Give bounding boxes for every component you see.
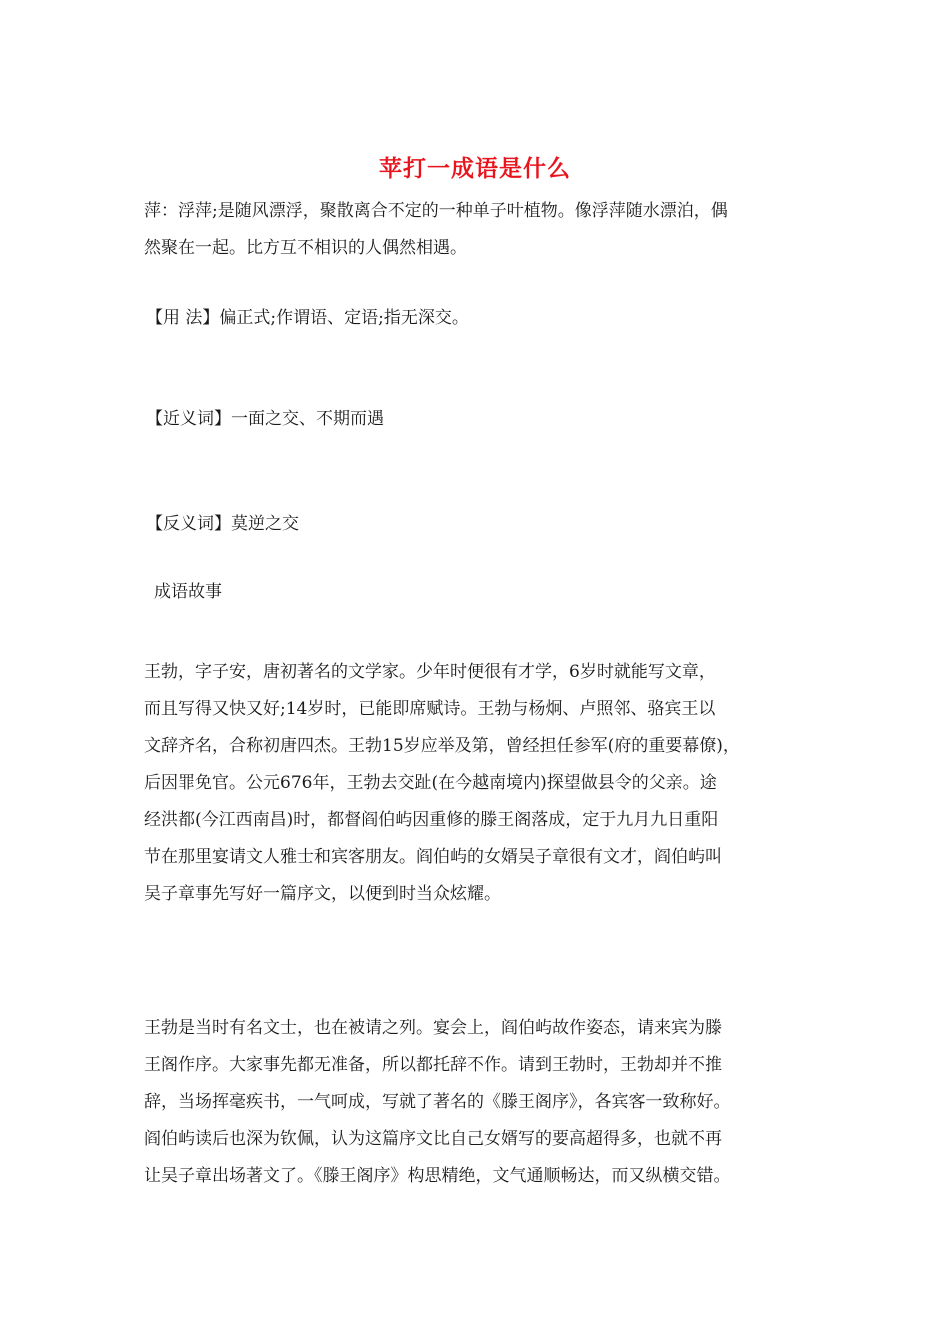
- story-line: 阎伯屿读后也深为钦佩，认为这篇序文比自己女婿写的要高超得多，也就不再: [144, 1129, 722, 1149]
- story-line: 辞，当场挥毫疾书，一气呵成，写就了著名的《滕王阁序》，各宾客一致称好。: [144, 1092, 731, 1112]
- story-line: 文辞齐名，合称初唐四杰。王勃15岁应举及第，曾经担任参军(府的重要幕僚)，: [144, 736, 740, 756]
- document-title: 苹打一成语是什么: [379, 155, 571, 182]
- intro-line: 然聚在一起。比方互不相识的人偶然相遇。: [144, 238, 467, 258]
- story-line: 让吴子章出场著文了。《滕王阁序》构思精绝，文气通顺畅达，而又纵横交错。: [144, 1166, 731, 1186]
- story-line: 经洪都(今江西南昌)时，都督阎伯屿因重修的滕王阁落成，定于九月九日重阳: [144, 810, 719, 830]
- story-line: 节在那里宴请文人雅士和宾客朋友。阎伯屿的女婿吴子章很有文才，阎伯屿叫: [144, 847, 722, 867]
- story-line: 后因罪免官。公元676年，王勃去交趾(在今越南境内)探望做县令的父亲。途: [144, 773, 717, 793]
- usage-line: 【用 法】偏正式;作谓语、定语;指无深交。: [146, 308, 469, 328]
- synonyms-line: 【近义词】一面之交、不期而遇: [146, 409, 384, 429]
- story-paragraph-1: [144, 654, 819, 913]
- story-line: 王勃是当时有名文士，也在被请之列。宴会上，阎伯屿故作姿态，请来宾为滕: [144, 1018, 722, 1038]
- story-line: 王阁作序。大家事先都无准备，所以都托辞不作。请到王勃时，王勃却并不推: [144, 1055, 722, 1075]
- story-heading: 成语故事: [154, 582, 222, 602]
- antonyms-line: 【反义词】莫逆之交: [146, 514, 299, 534]
- story-line: 而且写得又快又好;14岁时，已能即席赋诗。王勃与杨炯、卢照邻、骆宾王以: [144, 699, 716, 719]
- story-line: 王勃，字子安，唐初著名的文学家。少年时便很有才学，6岁时就能写文章，: [144, 662, 716, 682]
- story-line: 吴子章事先写好一篇序文，以便到时当众炫耀。: [144, 884, 501, 904]
- intro-line: 萍：浮萍;是随风漂浮，聚散离合不定的一种单子叶植物。像浮萍随水漂泊，偶: [144, 201, 728, 221]
- intro-paragraph: [144, 193, 819, 267]
- story-paragraph-2: [144, 1010, 819, 1195]
